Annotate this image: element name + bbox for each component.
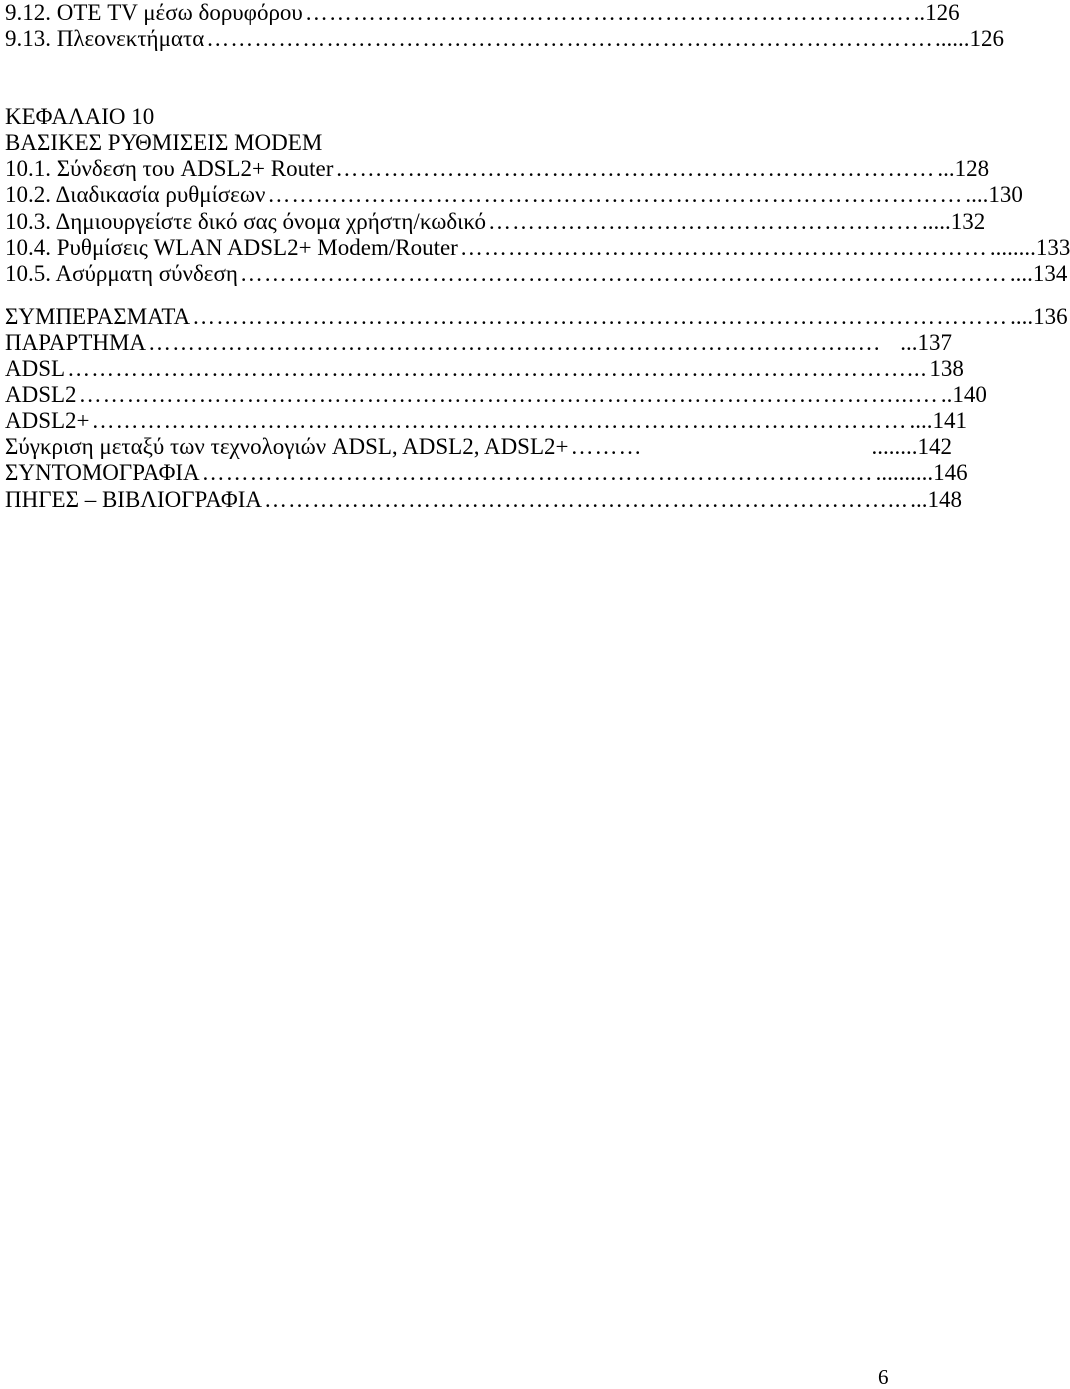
toc-dot-leader: ………………………………………………………………………………. — [206, 26, 934, 52]
table-of-contents — [5, 0, 1070, 513]
toc-dot-leader: …………………………………………………………………………………………...… — [78, 382, 939, 408]
toc-entry — [5, 303, 1068, 330]
toc-entry — [5, 208, 986, 235]
toc-dot-leader: ……… — [570, 434, 643, 460]
toc-entry-title: ΣΥΝΤΟΜΟΓΡΑΦΙΑ — [5, 460, 200, 486]
toc-entry-title: 10.4. Ρυθμίσεις WLAN ADSL2+ Modem/Router — [5, 234, 458, 260]
toc-entry-title: 9.13. Πλεονεκτήματα — [5, 26, 205, 52]
toc-entry-page: ...128 — [937, 156, 990, 182]
spacer — [5, 287, 952, 304]
toc-dot-leader: …………………………………………………………………………… — [267, 182, 964, 208]
toc-entry — [5, 486, 962, 513]
toc-entry-title: ADSL2+ — [5, 408, 90, 434]
toc-entry-title: 10.2. Διαδικασία ρυθμίσεων — [5, 182, 266, 208]
toc-dot-leader: ………………………………………………………………………………………… — [192, 303, 1009, 329]
toc-entry-title: 10.3. Δημιουργείστε δικό σας όνομα χρήστη/κωδικό — [5, 208, 486, 234]
chapter-title: ΒΑΣΙΚΕΣ ΡΥΘΜΙΣΕΙΣ MODEM — [5, 130, 323, 156]
toc-entry-page: ........142 — [871, 434, 952, 460]
toc-entry-page: .....132 — [921, 208, 986, 234]
toc-entry-page: ..........146 — [875, 460, 968, 486]
spacer — [5, 52, 952, 104]
toc-entry — [5, 156, 990, 182]
toc-dot-leader: ……………………………………………………………………... — [264, 486, 909, 512]
toc-dot-leader: ………………………………………………………… — [459, 234, 988, 260]
toc-entry — [5, 260, 1068, 287]
toc-entry-page: ....136 — [1010, 303, 1068, 329]
toc-entry-title: 10.5. Ασύρματη σύνδεση — [5, 260, 238, 286]
toc-dot-leader: ………………………………………………………………… — [335, 156, 936, 182]
toc-entry-page: ....134 — [1009, 260, 1068, 286]
toc-dot-leader: …………………………………………………………………. — [304, 0, 912, 25]
toc-entry-title: ADSL2 — [5, 382, 77, 408]
toc-entry — [5, 382, 987, 408]
toc-dot-leader: ……………………………………………………………………………..… — [148, 329, 882, 355]
chapter-label: ΚΕΦΑΛΑΙΟ 10 — [5, 104, 155, 130]
toc-entry — [5, 182, 1023, 208]
toc-entry-page: 138 — [929, 356, 964, 382]
toc-entry — [5, 408, 968, 434]
toc-entry-title: ADSL — [5, 356, 66, 382]
toc-entry — [5, 0, 960, 26]
toc-entry-title: 9.12. ΟΤΕ TV μέσω δορυφόρου — [5, 0, 303, 25]
toc-entry — [5, 234, 1070, 261]
toc-entry-page: ...148 — [910, 486, 962, 512]
toc-entry — [5, 356, 964, 382]
toc-entry — [5, 434, 952, 460]
toc-entry-page: ...137 — [900, 329, 952, 355]
toc-entry-page: ....141 — [909, 408, 968, 434]
toc-entry-title: Σύγκριση μεταξύ των τεχνολογιών ADSL, ADSL2, ADSL2+ — [5, 434, 569, 460]
toc-dot-leader: ……………………………………………… — [487, 208, 920, 234]
toc-entry-page: ..140 — [940, 382, 987, 408]
toc-entry-title: ΠΗΓΕΣ – ΒΙΒΛΙΟΓΡΑΦΙΑ — [5, 486, 262, 512]
toc-entry-title: 10.1. Σύνδεση του ADSL2+ Router — [5, 156, 334, 182]
page-number: 6 — [878, 1365, 889, 1389]
toc-entry — [5, 330, 952, 356]
toc-dot-leader: …………………………………………………………………………………… — [239, 260, 1008, 286]
toc-entry-page: ........133 — [989, 234, 1070, 260]
toc-entry-title: ΣΥΜΠΕΡΑΣΜΑΤΑ — [5, 303, 191, 329]
toc-dot-leader: ……………………………………………………………………………………………... — [67, 356, 928, 382]
toc-entry — [5, 26, 1005, 52]
toc-entry — [5, 460, 968, 486]
toc-dot-leader: ………………………………………………………………………………………… — [91, 408, 908, 434]
toc-dot-leader: ………………………………………………………………………… — [201, 460, 874, 486]
toc-entry-page: ......126 — [935, 26, 1005, 52]
toc-entry-title: ΠΑΡΑΡΤΗΜΑ — [5, 329, 147, 355]
toc-entry-page: ..126 — [913, 0, 960, 25]
toc-entry-page: ....130 — [965, 182, 1023, 208]
